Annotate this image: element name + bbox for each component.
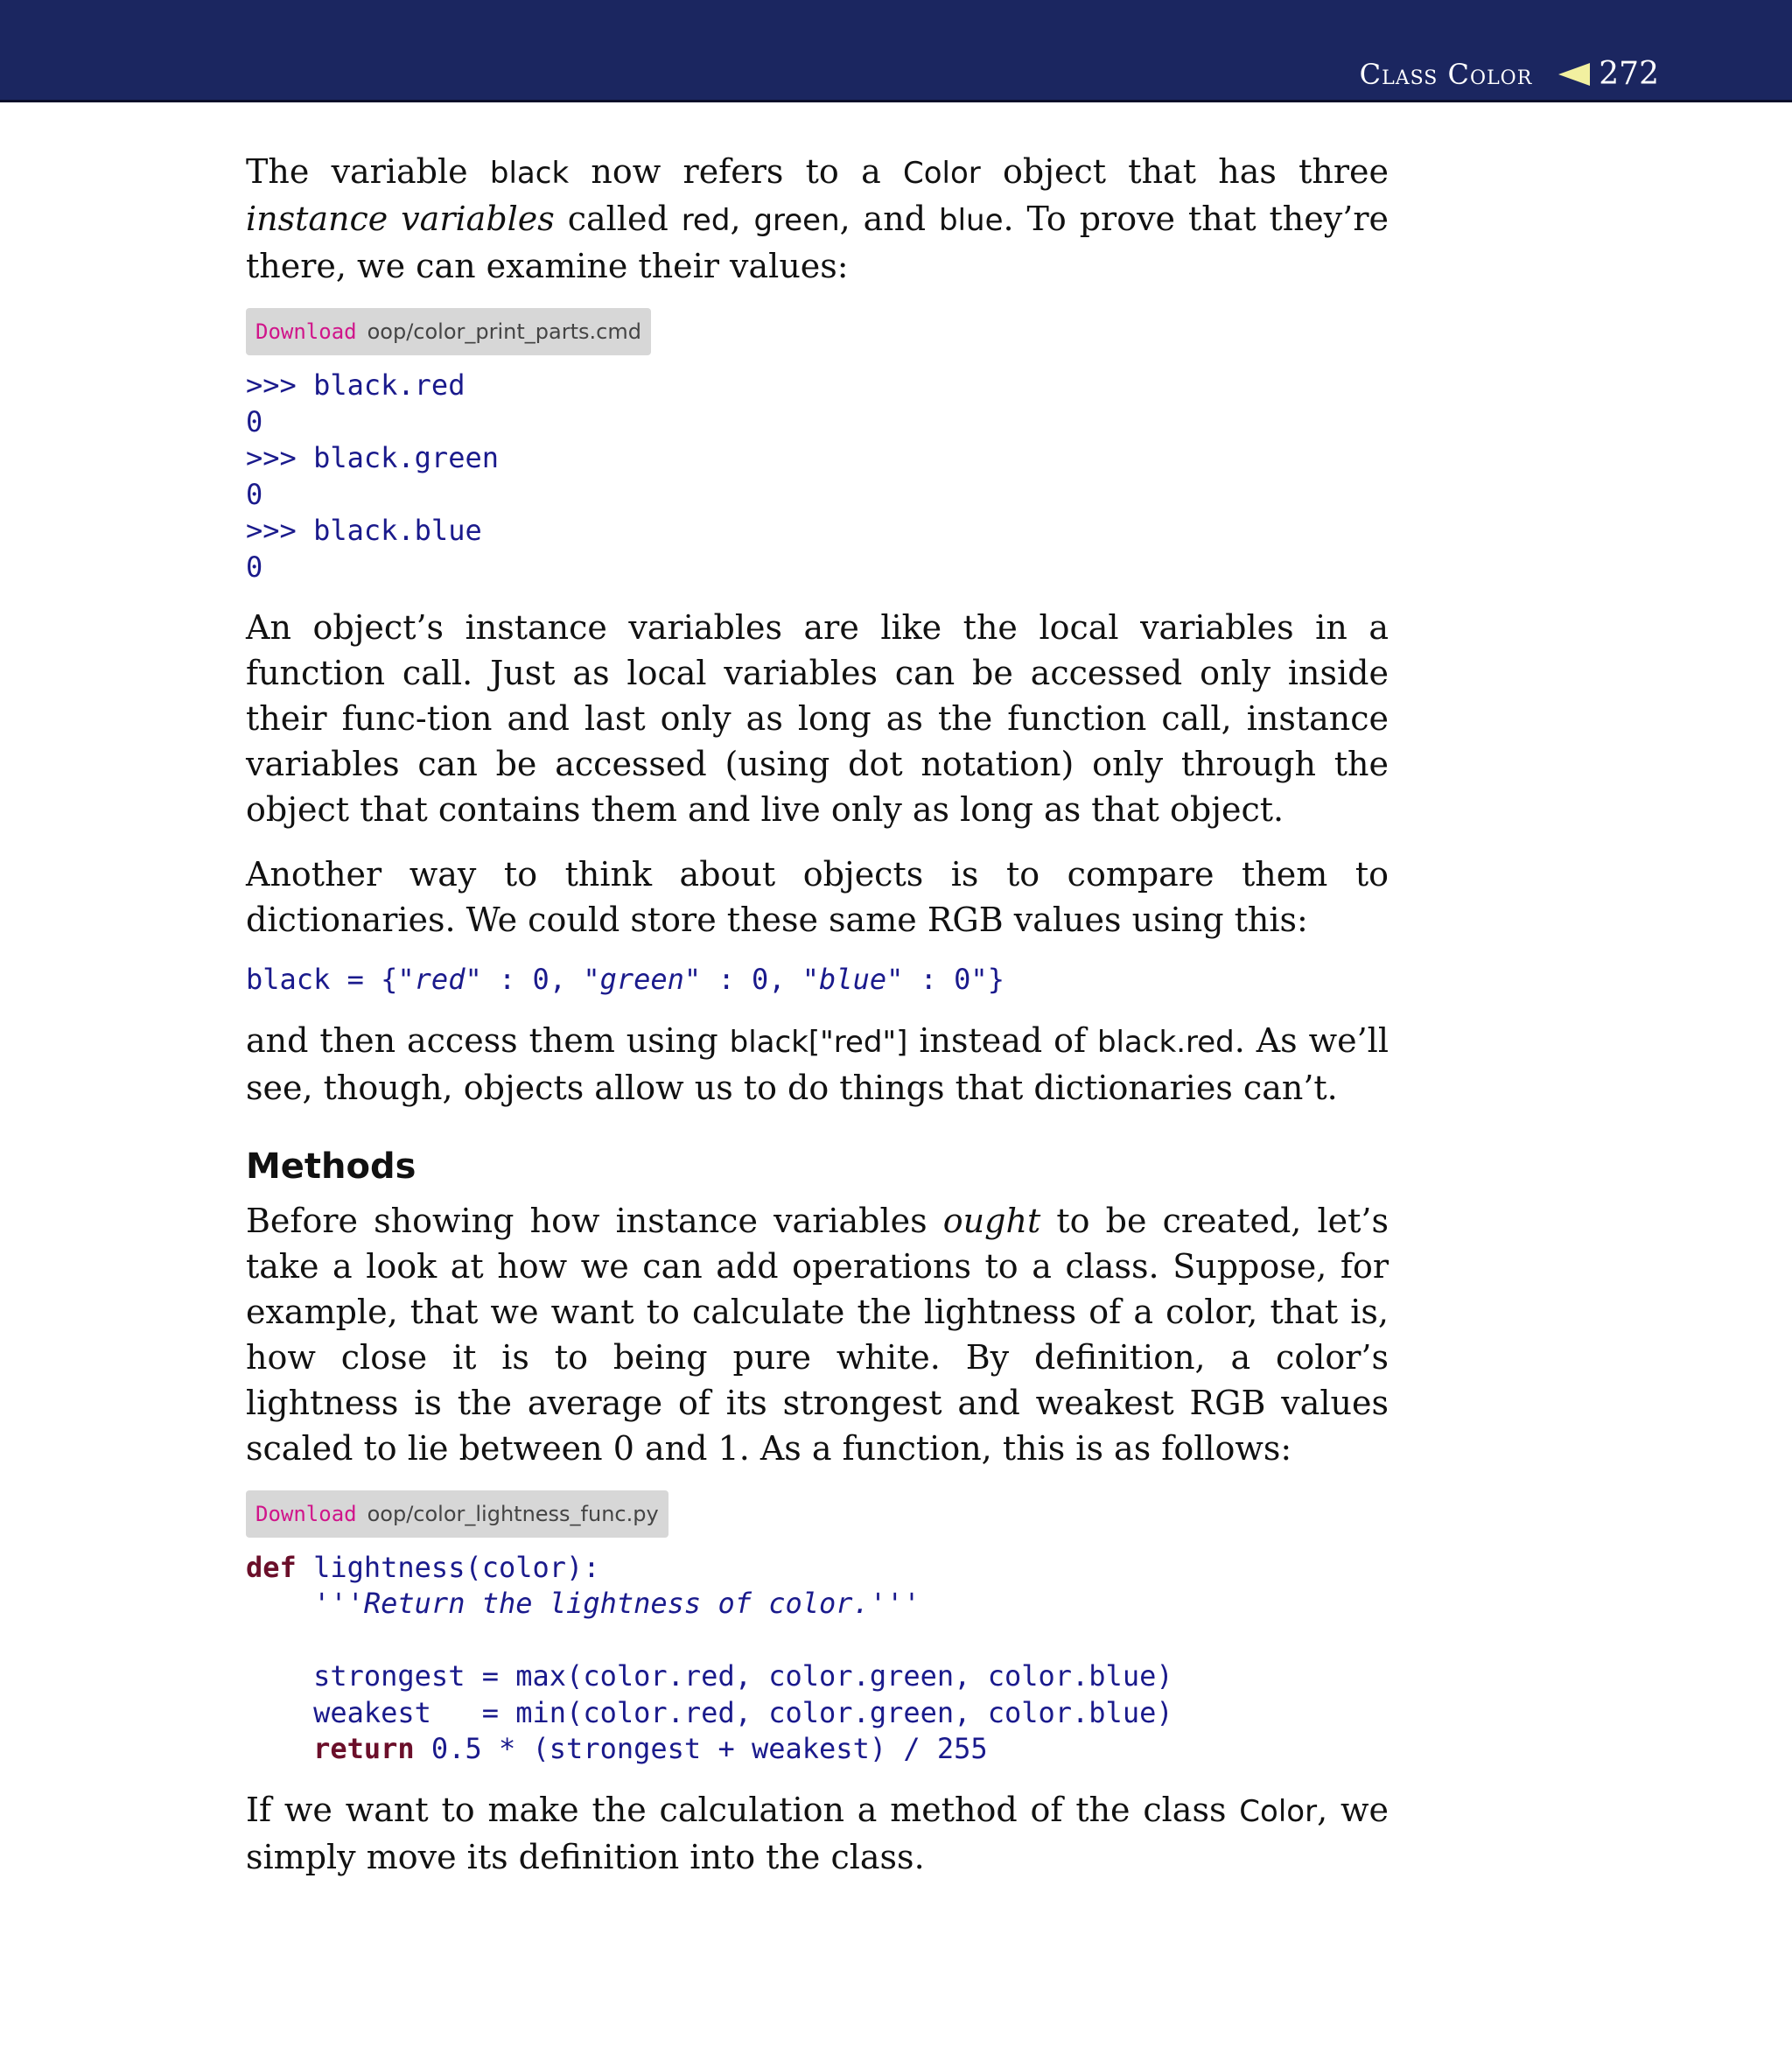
- download-path: oop/color_print_parts.cmd: [367, 319, 641, 344]
- page-number: 272: [1599, 56, 1659, 92]
- prompt: >>>: [246, 514, 314, 547]
- code-line: black.blue: [313, 514, 482, 547]
- code-output: 0: [246, 404, 263, 438]
- inline-code: Color: [902, 156, 981, 191]
- inline-code: black: [489, 156, 570, 191]
- text: . To prove that they’re there, we can examine their values:: [246, 200, 1389, 285]
- code-string: "green": [583, 963, 702, 996]
- paragraph-method: [246, 1787, 1389, 1880]
- download-label: Download: [256, 1501, 357, 1526]
- inline-code: green: [753, 203, 840, 238]
- inline-code: Color: [1239, 1793, 1318, 1829]
- code-line: strongest = max(color.red, color.green, color.blue): [313, 1659, 1173, 1693]
- text: instead of: [907, 1020, 1097, 1060]
- code-output: 0: [246, 477, 263, 511]
- code-block-lightness-function: [246, 1550, 1389, 1768]
- paragraph-local-variables: An object’s instance variables are like the local variables in a function call. Just as local variables can be accessed only inside their func-tion and last only as long as the function call, instance variables can be accessed (using dot notation) only through the object that contains them and live only as long as that object.: [246, 608, 1389, 829]
- text: . As we’ll see, though, objects allow us to do things that dictionaries can’t.: [246, 1020, 1389, 1107]
- code-text: : 0,: [481, 963, 584, 996]
- inline-code: red: [681, 203, 731, 238]
- text: ,: [730, 200, 754, 238]
- emphasis: ought: [942, 1201, 1041, 1240]
- text: to be created, let’s take a look at how we can add operations to a class. Suppose, for example, that we want to calculate the lightness of a color, that is, how close it is to being pure white. By definition, a color’s lightness is the average of its strongest and weakest RGB values scaled to lie between 0 and 1. As a function, this is as follows:: [246, 1201, 1389, 1468]
- inline-code: blue: [939, 203, 1004, 238]
- prompt: >>>: [246, 368, 314, 402]
- paragraph-instance-variables: [246, 149, 1389, 289]
- code-indent: [246, 1659, 313, 1693]
- code-docstring: '''Return the lightness of color.''': [313, 1587, 920, 1620]
- running-head: [1360, 56, 1659, 92]
- code-text: black = {: [246, 963, 398, 996]
- code-text: : 0,: [701, 963, 802, 996]
- text: called: [554, 200, 682, 238]
- paragraph-lightness: [246, 1198, 1389, 1471]
- page-header: [0, 0, 1792, 102]
- code-keyword: def: [246, 1550, 297, 1584]
- back-arrow-icon[interactable]: [1558, 63, 1590, 86]
- download-link-color-print-parts[interactable]: [246, 308, 651, 355]
- download-link-color-lightness-func[interactable]: [246, 1490, 668, 1538]
- code-indent: [246, 1732, 313, 1765]
- paragraph-access: [246, 1018, 1389, 1111]
- download-label: Download: [256, 319, 357, 344]
- download-path: oop/color_lightness_func.py: [367, 1501, 659, 1526]
- emphasis: instance variables: [246, 200, 555, 238]
- code-line: 0.5 * (strongest + weakest) / 255: [414, 1732, 988, 1765]
- text: and then access them using: [246, 1020, 730, 1060]
- text: , and: [839, 200, 940, 238]
- inline-code: black["red"]: [729, 1024, 908, 1060]
- text: The variable: [246, 152, 490, 191]
- section-heading-methods: Methods: [246, 1146, 416, 1187]
- inline-code: black.red: [1096, 1024, 1235, 1060]
- prompt: >>>: [246, 441, 314, 474]
- code-line: black.red: [313, 368, 466, 402]
- code-line: black.green: [313, 441, 499, 474]
- page-content: [246, 149, 1389, 1899]
- text: object that has three: [980, 152, 1390, 191]
- code-indent: [246, 1587, 313, 1620]
- text: now refers to a: [569, 152, 903, 191]
- text: If we want to make the calculation a method of the class: [246, 1790, 1240, 1829]
- paragraph-dictionaries: Another way to think about objects is to compare them to dictionaries. We could store these same RGB values using this:: [246, 855, 1389, 939]
- code-text: : 0"}: [903, 963, 1004, 996]
- code-string: "red": [397, 963, 482, 996]
- code-block-dictionary: [246, 962, 1389, 999]
- code-string: "blue": [802, 963, 904, 996]
- code-output: 0: [246, 550, 263, 584]
- code-block-print-parts: [246, 368, 1389, 585]
- text: Before showing how instance variables: [246, 1201, 943, 1240]
- code-indent: [246, 1696, 313, 1729]
- code-keyword: return: [313, 1732, 415, 1765]
- running-title: Class Color: [1359, 57, 1533, 91]
- text: , we simply move its definition into the class.: [246, 1790, 1389, 1876]
- code-line: weakest = min(color.red, color.green, color.blue): [313, 1695, 1173, 1729]
- code-line: lightness(color):: [296, 1550, 600, 1584]
